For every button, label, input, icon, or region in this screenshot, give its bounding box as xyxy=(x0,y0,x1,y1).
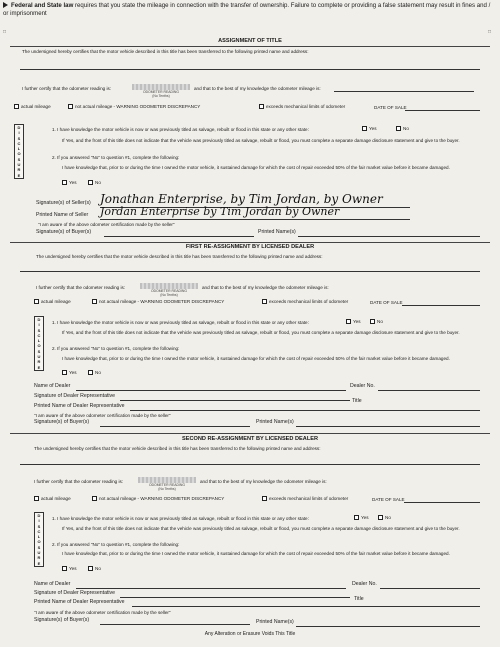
second-question-1-note: If Yes, and the front of this title does not indicate that the vehicle was previously titled as salvage, rebuilt or flood, you must complete a separate damage disclosure statement and give to the buyer. xyxy=(62,526,460,531)
odometer-lead: I further certify that the odometer reading is: xyxy=(22,86,112,91)
buyer-signature-line[interactable] xyxy=(104,236,254,237)
second-dealer-rep-printed-line[interactable] xyxy=(132,606,480,607)
first-date-of-sale-label: DATE OF SALE xyxy=(370,300,403,305)
first-buyer-signature-label: Signature(s) of Buyer(s) xyxy=(34,419,90,425)
legal-warning: Federal and State law requires that you state the mileage in connection with the transfer of ownership. Failure to complete or providing a false statement may result in fines and / or imprisonment xyxy=(3,2,491,17)
buyer-aware-statement: "I am aware of the above odometer certification made by the seller" xyxy=(38,222,175,227)
second-date-of-sale-label: DATE OF SALE xyxy=(372,497,405,502)
second-not-actual-option[interactable]: not actual mileage - WARNING ODOMETER DISCREPANCY xyxy=(92,496,224,501)
corner-box-left: □ xyxy=(3,29,7,35)
assignment-title: ASSIGNMENT OF TITLE xyxy=(218,38,282,44)
actual-mileage-option[interactable]: actual mileage xyxy=(14,104,51,109)
second-dealer-no-line[interactable] xyxy=(380,588,480,589)
assignment-intro: The undersigned hereby certifies that the motor vehicle described in this title has been transferred to the following printed name and address: xyxy=(22,49,309,54)
first-dealer-no-line[interactable] xyxy=(378,390,480,391)
checkbox[interactable] xyxy=(362,126,367,131)
first-dealer-rep-signature-label: Signature of Dealer Representative xyxy=(34,393,116,399)
exceeds-option[interactable]: exceeds mechanical limits of odometer xyxy=(259,104,345,109)
printed-seller-name[interactable]: Jordan Enterprise by Tim Jordan by Owner xyxy=(100,205,340,218)
first-odometer-caption-sub: (No Tenths) xyxy=(160,293,178,297)
first-question-1-note: If Yes, and the front of this title does not indicate that the vehicle was previously titled as salvage, rebuilt or flood, you must complete a separate damage disclosure statement and give to the buyer. xyxy=(62,330,460,335)
q2-yes[interactable]: Yes xyxy=(62,180,77,185)
divider xyxy=(10,433,490,434)
first-exceeds-option[interactable]: exceeds mechanical limits of odometer xyxy=(262,299,348,304)
second-address-line xyxy=(20,464,480,465)
second-q2-no[interactable]: No xyxy=(88,566,101,571)
divider xyxy=(10,242,490,243)
odometer-caption-sub: (No Tenths) xyxy=(152,94,170,98)
checkbox[interactable] xyxy=(62,566,67,571)
second-q1-yes[interactable]: Yes xyxy=(354,515,369,520)
checkbox[interactable] xyxy=(378,515,383,520)
second-buyer-printed-label: Printed Name(s) xyxy=(256,619,294,625)
first-dealer-name-label: Name of Dealer xyxy=(34,383,71,389)
second-odometer-caption: ODOMETER READING xyxy=(149,483,185,487)
checkbox[interactable] xyxy=(88,566,93,571)
second-title-label: Title xyxy=(354,596,364,602)
checkbox[interactable] xyxy=(14,104,19,109)
second-question-2: 2. If you answered "No" to question #1, complete the following: xyxy=(52,542,180,547)
printed-seller-line xyxy=(100,219,410,220)
checkbox[interactable] xyxy=(34,299,39,304)
first-dealer-rep-signature-line[interactable] xyxy=(120,400,350,401)
checkbox[interactable] xyxy=(88,180,93,185)
buyer-address-line xyxy=(20,69,480,70)
second-dealer-name-label: Name of Dealer xyxy=(34,581,71,587)
checkbox[interactable] xyxy=(354,515,359,520)
second-buyer-printed-line[interactable] xyxy=(296,626,480,627)
question-1-note: If Yes, and the front of this title does not indicate that the vehicle was previously titled as salvage, rebuilt or flood, you must complete a separate damage disclosure statement and give to the buyer. xyxy=(62,138,460,143)
buyer-signature-label: Signature(s) of Buyer(s) xyxy=(36,229,92,235)
second-intro: The undersigned hereby certifies that the motor vehicle described in this title has been transferred to the following printed name and address: xyxy=(34,446,321,451)
checkbox[interactable] xyxy=(262,299,267,304)
first-question-2: 2. If you answered "No" to question #1, complete the following: xyxy=(52,346,180,351)
divider xyxy=(10,46,490,47)
date-of-sale-label: DATE OF SALE xyxy=(374,105,407,110)
second-buyer-signature-label: Signature(s) of Buyer(s) xyxy=(34,617,90,623)
first-aware-statement: "I am aware of the above odometer certification made by the seller" xyxy=(34,413,171,418)
odometer-trail: and that to the best of my knowledge the odometer mileage is: xyxy=(194,86,321,91)
second-q2-yes[interactable]: Yes xyxy=(62,566,77,571)
corner-box-right: □ xyxy=(488,29,492,35)
disclosure-vertical-label: D I S C L O S U R E xyxy=(14,124,24,179)
first-dealer-rep-printed-line[interactable] xyxy=(130,410,480,411)
first-q2-no[interactable]: No xyxy=(88,370,101,375)
question-1: 1. I have knowledge the motor vehicle is now or was previously titled as salvage, rebuilt or flood in this state or any other state: xyxy=(52,127,309,132)
first-odometer-caption: ODOMETER READING xyxy=(151,289,187,293)
second-question-1: 1. I have knowledge the motor vehicle is now or was previously titled as salvage, rebuilt or flood in this state or any other state: xyxy=(52,516,309,521)
checkbox[interactable] xyxy=(92,496,97,501)
first-title-label: Title xyxy=(352,398,362,404)
first-not-actual-option[interactable]: not actual mileage - WARNING ODOMETER DISCREPANCY xyxy=(92,299,224,304)
not-actual-option[interactable]: not actual mileage - WARNING ODOMETER DISCREPANCY xyxy=(68,104,200,109)
checkbox[interactable] xyxy=(262,496,267,501)
checkbox[interactable] xyxy=(62,180,67,185)
second-aware-statement: "I am aware of the above odometer certification made by the seller" xyxy=(34,610,171,615)
first-dealer-name-line[interactable] xyxy=(76,390,346,391)
checkbox[interactable] xyxy=(92,299,97,304)
checkbox[interactable] xyxy=(34,496,39,501)
first-q1-no[interactable]: No xyxy=(370,319,383,324)
second-dealer-rep-signature-label: Signature of Dealer Representative xyxy=(34,590,116,596)
second-odometer-caption-sub: (No Tenths) xyxy=(158,487,176,491)
seller-signature[interactable]: Jonathan Enterprise, by Tim Jordan, by Owner xyxy=(100,192,383,206)
checkbox[interactable] xyxy=(259,104,264,109)
second-odometer-lead: I further certify that the odometer reading is: xyxy=(34,479,124,484)
checkbox[interactable] xyxy=(62,370,67,375)
second-dealer-no-label: Dealer No. xyxy=(352,581,377,587)
question-2: 2. If you answered "No" to question #1, complete the following: xyxy=(52,155,180,160)
first-question-2-text: I have knowledge that, prior to or during the time I owned the motor vehicle, it sustained damage for which the cost of repair exceeded 50% of the fair market value before it became damaged. xyxy=(62,356,450,361)
second-exceeds-option[interactable]: exceeds mechanical limits of odometer xyxy=(262,496,348,501)
first-question-1: 1. I have knowledge the motor vehicle is now or was previously titled as salvage, rebuilt or flood in this state or any other state: xyxy=(52,320,309,325)
first-actual-option[interactable]: actual mileage xyxy=(34,299,71,304)
first-disclosure-vertical-label: D I S C L O S U R E xyxy=(34,316,44,371)
first-q2-yes[interactable]: Yes xyxy=(62,370,77,375)
second-actual-option[interactable]: actual mileage xyxy=(34,496,71,501)
second-disclosure-vertical-label: D I S C L O S U R E xyxy=(34,512,44,567)
buyer-printed-name-line[interactable] xyxy=(298,236,480,237)
question-2-text: I have knowledge that, prior to or during the time I owned the motor vehicle, it sustained damage for which the cost of repair exceeded 50% of the fair market value before it became damaged. xyxy=(62,165,450,170)
second-question-2-text: I have knowledge that, prior to or during the time I owned the motor vehicle, it sustained damage for which the cost of repair exceeded 50% of the fair market value before it became damaged. xyxy=(62,551,450,556)
first-date-of-sale-line[interactable] xyxy=(402,305,480,306)
first-dealer-rep-printed-label: Printed Name of Dealer Representative xyxy=(34,403,125,409)
seller-signature-label: Signature(s) of Seller(s) xyxy=(36,200,91,206)
second-buyer-signature-line[interactable] xyxy=(100,624,250,625)
arrow-icon xyxy=(3,2,8,8)
date-of-sale-line[interactable] xyxy=(405,110,480,111)
checkbox[interactable] xyxy=(396,126,401,131)
footer-note: Any Alteration or Erasure Voids This Title xyxy=(204,631,296,637)
buyer-printed-name-label: Printed Name(s) xyxy=(258,229,296,235)
first-buyer-signature-line[interactable] xyxy=(100,426,250,427)
first-odometer-lead: I further certify that the odometer reading is: xyxy=(36,285,126,290)
checkbox[interactable] xyxy=(88,370,93,375)
checkbox[interactable] xyxy=(68,104,73,109)
checkbox[interactable] xyxy=(346,319,351,324)
q2-no[interactable]: No xyxy=(88,180,101,185)
second-dealer-rep-printed-label: Printed Name of Dealer Representative xyxy=(34,599,125,605)
second-dealer-rep-signature-line[interactable] xyxy=(120,597,350,598)
first-buyer-printed-line[interactable] xyxy=(296,426,480,427)
first-q1-yes[interactable]: Yes xyxy=(346,319,361,324)
second-reassignment-title: SECOND RE-ASSIGNMENT BY LICENSED DEALER xyxy=(181,436,319,442)
q1-yes[interactable]: Yes xyxy=(362,126,377,131)
second-dealer-name-line[interactable] xyxy=(76,588,346,589)
odometer-caption: ODOMETER READING xyxy=(143,90,179,94)
first-odometer-trail: and that to the best of my knowledge the odometer mileage is: xyxy=(202,285,329,290)
second-date-of-sale-line[interactable] xyxy=(404,502,480,503)
second-q1-no[interactable]: No xyxy=(378,515,391,520)
checkbox[interactable] xyxy=(370,319,375,324)
printed-seller-label: Printed Name of Seller xyxy=(36,212,89,218)
first-intro: The undersigned hereby certifies that the motor vehicle described in this title has been transferred to the following printed name and address: xyxy=(36,254,323,259)
first-address-line xyxy=(20,271,480,272)
first-reassignment-title: FIRST RE-ASSIGNMENT BY LICENSED DEALER xyxy=(185,244,315,250)
first-buyer-printed-label: Printed Name(s) xyxy=(256,419,294,425)
odometer-trail-line xyxy=(334,91,474,92)
first-dealer-no-label: Dealer No. xyxy=(350,383,375,389)
q1-no[interactable]: No xyxy=(396,126,409,131)
second-odometer-trail: and that to the best of my knowledge the odometer mileage is: xyxy=(200,479,327,484)
